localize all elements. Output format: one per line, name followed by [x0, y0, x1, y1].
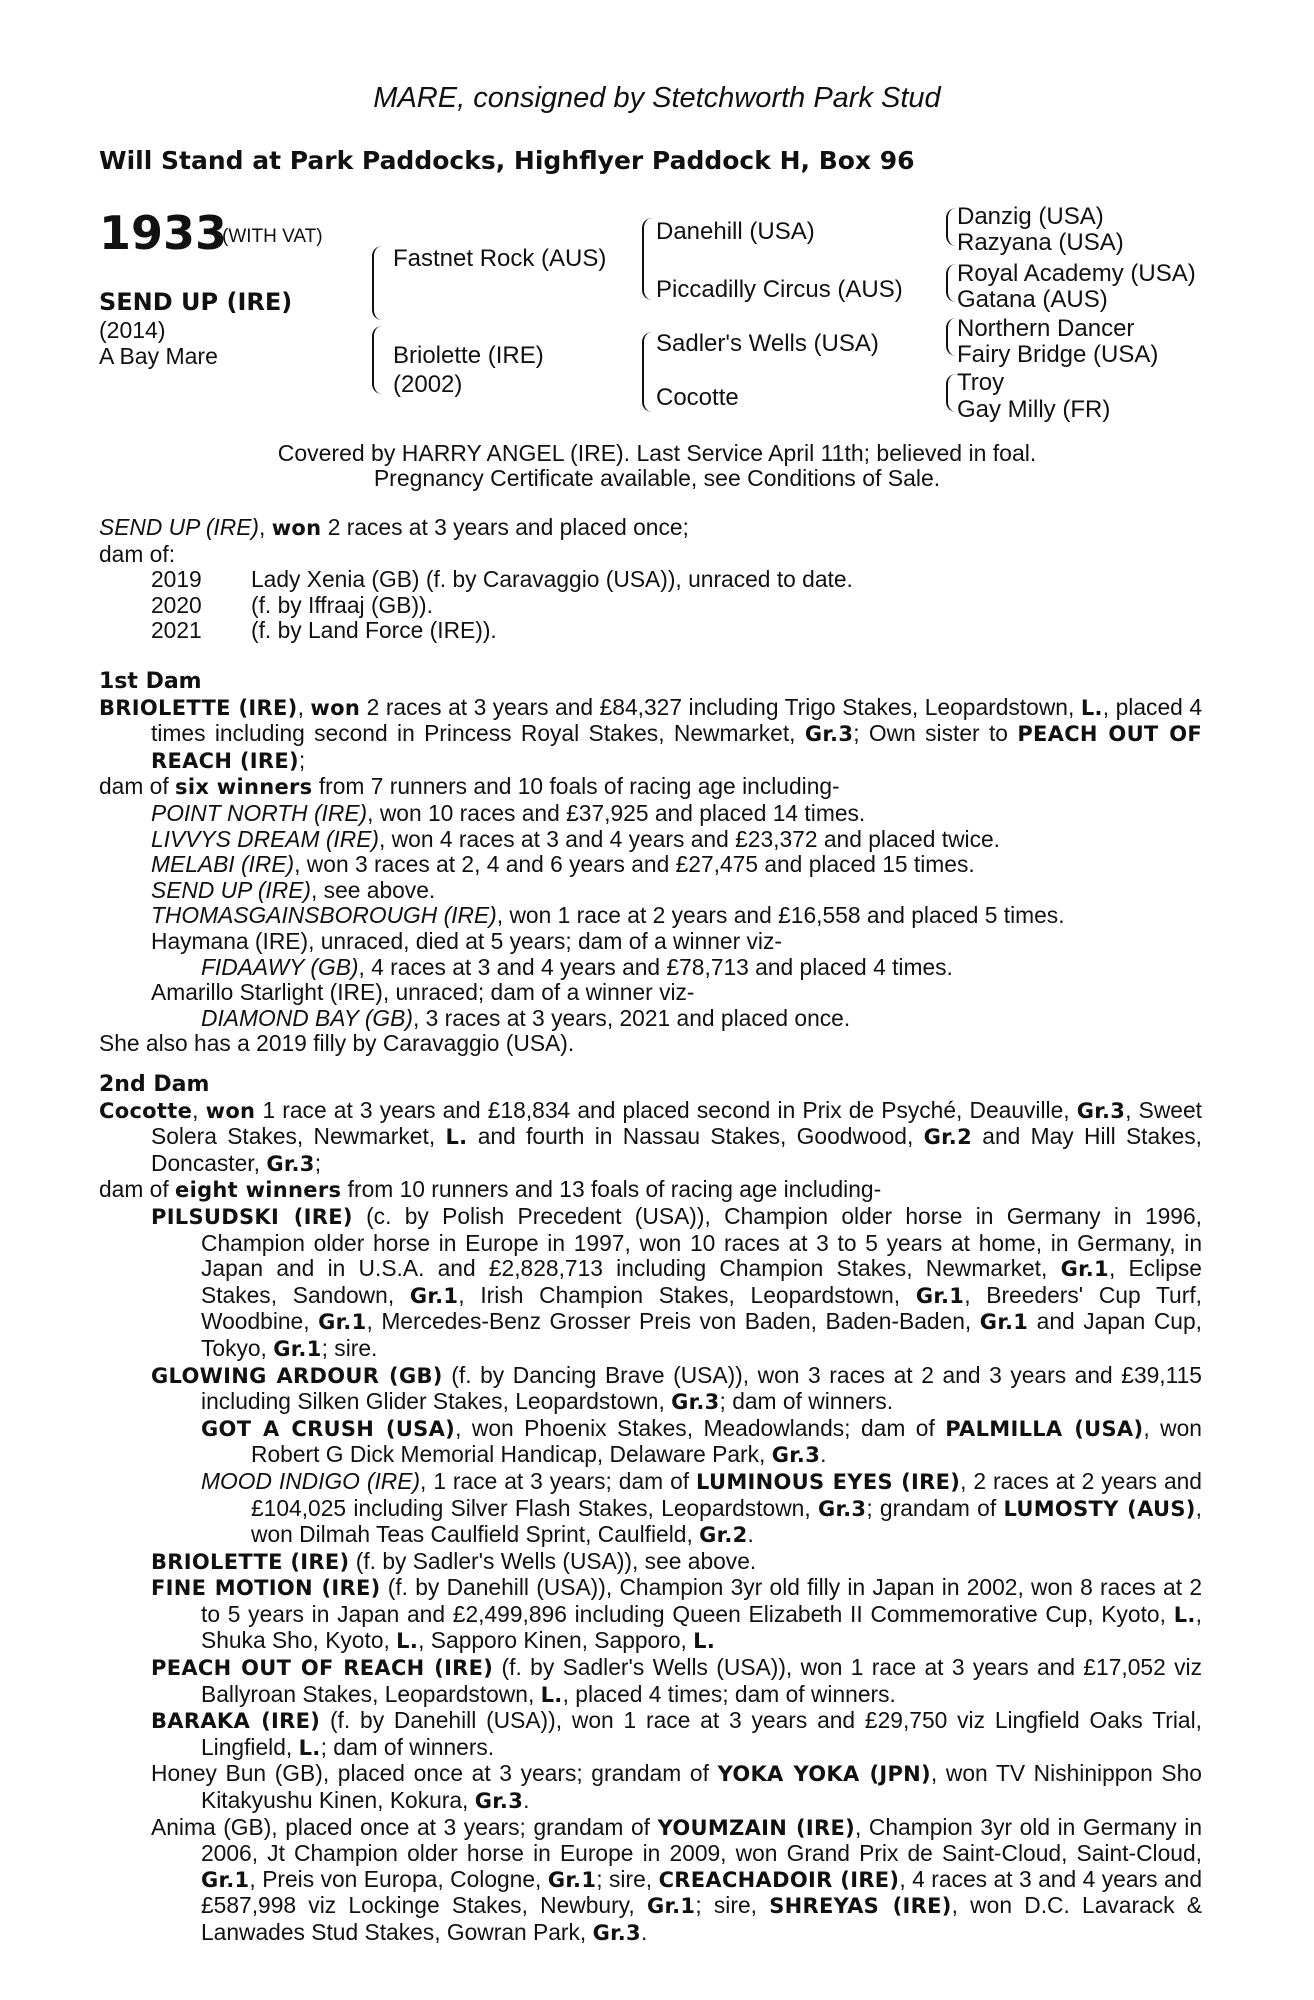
progeny-line: Haymana (IRE), unraced, died at 5 years; dam of a winner viz- — [151, 927, 782, 954]
progeny-text: (f. by Iffraaj (GB)). — [251, 591, 433, 618]
brace-gs2 — [642, 332, 654, 412]
record-horse-name: SEND UP (IRE) — [99, 514, 260, 540]
progeny-entry: MOOD INDIGO (IRE), 1 race at 3 years; dam of LUMINOUS EYES (IRE), 2 races at 2 years and £104,025 including Silver Flash Stakes, Leopardstown, Gr.3; grandam of LUMOSTY (AUS), won Dilmah Teas Caulfield Sprint, Caulfield, Gr.2. — [201, 1467, 1203, 1548]
progeny-year: 2021 — [151, 617, 202, 644]
progeny-line: Amarillo Starlight (IRE), unraced; dam of a winner viz- — [151, 979, 695, 1006]
brace-ggs3 — [946, 318, 956, 356]
progeny-line: FIDAAWY (GB), 4 races at 3 and 4 years and £78,713 and placed 4 times. — [201, 953, 953, 980]
brace-ggs2 — [946, 264, 956, 302]
won-label: won — [310, 695, 361, 720]
second-dam-heading: 2nd Dam — [99, 1072, 210, 1097]
covered-line-1: Covered by HARRY ANGEL (IRE). Last Service April 11th; believed in foal. — [277, 440, 1037, 466]
first-dam-record: BRIOLETTE (IRE), won 2 races at 3 years and £84,327 including Trigo Stakes, Leopardstown, L., placed 4 times including second in Princess Royal Stakes, Newmarket, Gr.3; Own sister to PEACH OUT OF REACH (IRE); — [99, 693, 1202, 773]
progeny-line: SEND UP (IRE), see above. — [151, 876, 436, 903]
pedigree-ggs-4: Gatana (AUS) — [957, 286, 1108, 313]
progeny-entry: GLOWING ARDOUR (GB) (f. by Dancing Brave (USA)), won 3 races at 2 and 3 years and £39,115 including Silken Glider Stakes, Leopardstown, Gr.3; dam of winners. — [151, 1361, 1202, 1415]
progeny-line: MELABI (IRE), won 3 races at 2, 4 and 6 years and £27,475 and placed 15 times. — [151, 851, 975, 878]
dam-name: BRIOLETTE (IRE) — [99, 695, 298, 720]
progeny-entry: Anima (GB), placed once at 3 years; grandam of YOUMZAIN (IRE), Champion 3yr old in Germany in 2006, Jt Champion older horse in Europe in 2009, won Grand Prix de Saint-Cloud, Saint-Cloud, Gr.1, Preis von Europa, Cologne, Gr.1; sire, CREACHADOIR (IRE), 4 races at 3 and 4 years and £587,998 viz Lockinge Stakes, Newbury, Gr.1; sire, SHREYAS (IRE), won D.C. Lavarack & Lanwades Stud Stakes, Gowran Park, Gr.3. — [151, 1813, 1203, 1945]
progeny-row — [99, 618, 1202, 644]
progeny-line: THOMASGAINSBOROUGH (IRE), won 1 race at 2 years and £16,558 and placed 5 times. — [151, 902, 1065, 929]
progeny-entry: PEACH OUT OF REACH (IRE) (f. by Sadler's Wells (USA)), won 1 race at 3 years and £17,052 viz Ballyroan Stakes, Leopardstown, L., placed 4 times; dam of winners. — [151, 1654, 1202, 1707]
progeny-text: (f. by Land Force (IRE)). — [251, 617, 497, 644]
dam-of-line: dam of eight winners from 10 runners and 13 foals of racing age including- — [99, 1176, 882, 1203]
progeny-row — [99, 593, 1202, 619]
vat-note: (WITH VAT) — [222, 226, 323, 247]
stand-location: Will Stand at Park Paddocks, Highflyer Paddock H, Box 96 — [99, 146, 915, 175]
horse-name: SEND UP (IRE) — [99, 288, 293, 316]
progeny-line: DIAMOND BAY (GB), 3 races at 3 years, 2021 and placed once. — [201, 1004, 851, 1031]
pedigree-sire: Fastnet Rock (AUS) — [393, 245, 607, 272]
dam-of-label: dam of: — [99, 540, 176, 567]
progeny-line: LIVVYS DREAM (IRE), won 4 races at 3 and 4 years and £23,372 and placed twice. — [151, 825, 1001, 852]
dam-of-line: dam of six winners from 7 runners and 10 foals of racing age including- — [99, 773, 840, 800]
race-record: SEND UP (IRE), won 2 races at 3 years and placed once; dam of: 2019 Lady Xenia (GB) (f. by Caravaggio (USA)), unraced to date. 2020 (f. by Iffraaj (GB)). 2021 (f. by Land Force (IRE)). — [99, 515, 1202, 644]
pedigree-ggs-6: Fairy Bridge (USA) — [957, 341, 1159, 368]
progeny-entry: FINE MOTION (IRE) (f. by Danehill (USA)), Champion 3yr old filly in Japan in 2002, won 8 races at 2 to 5 years in Japan and £2,499,896 including Queen Elizabeth II Commemorative Cup, Kyoto, L., Shuka Sho, Kyoto, L., Sapporo Kinen, Sapporo, L. — [151, 1574, 1203, 1654]
pedigree-granddam-2: Cocotte — [656, 384, 739, 411]
pedigree-grandsire-2: Sadler's Wells (USA) — [656, 330, 879, 357]
second-dam-section — [99, 1072, 1202, 1947]
progeny-row — [99, 567, 1202, 593]
progeny-entry: Honey Bun (GB), placed once at 3 years; grandam of YOKA YOKA (JPN), won TV Nishinippon Sho Kitakyushu Kinen, Kokura, Gr.3. — [151, 1760, 1202, 1814]
pedigree-ggs-3: Royal Academy (USA) — [957, 260, 1196, 287]
record-text: 2 races at 3 years and placed once; — [321, 514, 689, 540]
brace-ggs1 — [946, 208, 956, 246]
horse-description: A Bay Mare — [99, 343, 218, 369]
pedigree-ggs-7: Troy — [957, 369, 1005, 396]
page-header: MARE, consigned by Stetchworth Park Stud — [373, 82, 941, 114]
progeny-line: POINT NORTH (IRE), won 10 races and £37,925 and placed 14 times. — [151, 799, 866, 826]
won-label: won — [271, 516, 322, 540]
sister-name: PEACH OUT OF REACH (IRE) — [151, 722, 1202, 773]
progeny-year: 2020 — [151, 591, 202, 618]
first-dam-heading: 1st Dam — [99, 669, 202, 694]
progeny-year: 2019 — [151, 566, 202, 593]
pedigree-ggs-8: Gay Milly (FR) — [957, 396, 1111, 423]
brace-gs1 — [642, 218, 654, 300]
progeny-entry: PILSUDSKI (IRE) (c. by Polish Precedent (USA)), Champion older horse in Germany in 1996, Champion older horse in Europe in 1997, won 10 races at 3 to 5 years at home, in Germany, in Japan and in U.S.A. and £2,828,713 including Champion Stakes, Newmarket, Gr.1, Eclipse Stakes, Sandown, Gr.1, Irish Champion Stakes, Leopardstown, Gr.1, Breeders' Cup Turf, Woodbine, Gr.1, Mercedes-Benz Grosser Preis von Baden, Baden-Baden, Gr.1 and Japan Cup, Tokyo, Gr.1; sire. — [151, 1202, 1203, 1361]
progeny-entry: BRIOLETTE (IRE) (f. by Sadler's Wells (USA)), see above. — [151, 1547, 757, 1574]
pedigree-granddam-1: Piccadilly Circus (AUS) — [656, 276, 903, 303]
pedigree-dam: Briolette (IRE) — [393, 342, 544, 369]
foaling-year: (2014) — [99, 317, 166, 343]
lot-number: 1933 — [99, 206, 228, 260]
pedigree-dam-year: (2002) — [393, 371, 463, 398]
brace-dam — [372, 326, 384, 394]
pedigree-ggs-5: Northern Dancer — [957, 315, 1135, 342]
progeny-text: Lady Xenia (GB) (f. by Caravaggio (USA)), unraced to date. — [251, 566, 853, 593]
brace-ggs4 — [946, 374, 956, 412]
second-dam-record: Cocotte, won 1 race at 3 years and £18,834 and placed second in Prix de Psyché, Deauville, Gr.3, Sweet Solera Stakes, Newmarket, L. and fourth in Nassau Stakes, Goodwood, Gr.2 and May Hill Stakes, Doncaster, Gr.3; — [99, 1096, 1202, 1176]
progeny-entry: GOT A CRUSH (USA), won Phoenix Stakes, Meadowlands; dam of PALMILLA (USA), won Robert G Dick Memorial Handicap, Delaware Park, Gr.3. — [201, 1414, 1202, 1468]
first-dam-section — [99, 669, 1202, 1057]
pedigree-grandsire-1: Danehill (USA) — [656, 218, 815, 245]
pedigree-ggs-1: Danzig (USA) — [957, 203, 1104, 230]
covered-line-2: Pregnancy Certificate available, see Conditions of Sale. — [373, 465, 941, 491]
pedigree-ggs-2: Razyana (USA) — [957, 229, 1124, 256]
also-line: She also has a 2019 filly by Caravaggio (USA). — [99, 1030, 575, 1057]
progeny-entry: BARAKA (IRE) (f. by Danehill (USA)), won 1 race at 3 years and £29,750 viz Lingfield Oaks Trial, Lingfield, L.; dam of winners. — [151, 1707, 1202, 1760]
brace-sire — [372, 246, 384, 320]
